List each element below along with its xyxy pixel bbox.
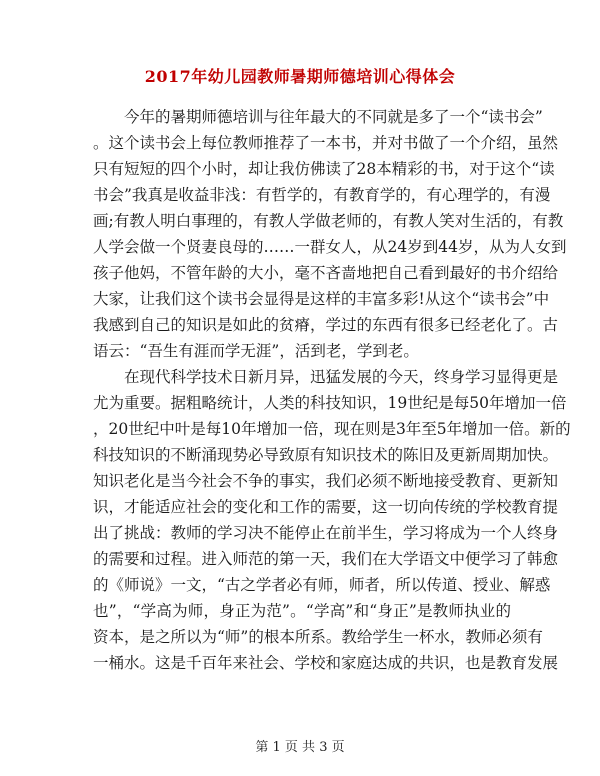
footer-label: 页 [331, 740, 345, 755]
paragraph-line: 科技知识的不断涌现势必导致原有知识技术的陈旧及更新周期加快。 [93, 446, 559, 464]
paragraph-line: 识，才能适应社会的变化和工作的需要，这一切向传统的学校教育提 [93, 498, 559, 516]
footer-label: 页 共 [284, 740, 316, 755]
paragraph-line: 的《师说》一文，“古之学者必有师，师者，所以传道、授业、解惑 [93, 576, 551, 594]
paragraph-line: 我感到自己的知识是如此的贫瘠，学过的东西有很多已经老化了。古 [93, 316, 559, 334]
paragraph-line: 人学会做一个贤妻良母的……一群女人，从24岁到44岁，从为人女到 [93, 238, 567, 256]
paragraph-line: 的需要和过程。进入师范的第一天，我们在大学语文中便学习了韩愈 [93, 550, 559, 568]
page-total: 3 [319, 740, 328, 755]
paragraph-line: 孩子他妈，不管年龄的大小，毫不吝啬地把自己看到最好的书介绍给 [93, 264, 559, 282]
page-number: 1 [272, 740, 281, 755]
footer-label: 第 [255, 740, 269, 755]
paragraph-line: 在现代科学技术日新月异，迅猛发展的今天，终身学习显得更是 [124, 368, 559, 386]
paragraph-line: 书会”我真是收益非浅：有哲学的，有教育学的，有心理学的，有漫 [93, 186, 551, 204]
paragraph-line: 大家，让我们这个读书会显得是这样的丰富多彩!从这个“读书会”中 [93, 290, 550, 308]
paragraph-line: 语云：“吾生有涯而学无涯”，活到老，学到老。 [93, 342, 419, 360]
paragraph-line: 资本，是之所以为“师”的根本所系。教给学生一杯水，教师必须有 [93, 628, 543, 646]
paragraph-line: 今年的暑期师德培训与往年最大的不同就是多了一个“读书会” [124, 108, 543, 126]
paragraph-line: 也”，“学高为师，身正为范”。“学高”和“身正”是教师执业的 [93, 602, 511, 620]
paragraph-line: 只有短短的四个小时，却让我仿佛读了28本精彩的书，对于这个“读 [93, 160, 555, 178]
paragraph-line: 画;有教人明白事理的，有教人学做老师的，有教人笑对生活的，有教 [93, 212, 564, 230]
paragraph-line: 一桶水。这是千百年来社会、学校和家庭达成的共识，也是教育发展 [93, 654, 559, 672]
paragraph-line: 尤为重要。据粗略统计，人类的科技知识，19世纪是每50年增加一倍 [93, 394, 567, 412]
page-footer [0, 736, 600, 755]
document-body [93, 104, 571, 676]
document-title: 2017年幼儿园教师暑期师德培训心得体会 [144, 67, 456, 86]
paragraph-line: 出了挑战：教师的学习决不能停止在前半生，学习将成为一个人终身 [93, 524, 559, 542]
paragraph [93, 104, 567, 364]
paragraph-line: 知识老化是当今社会不争的事实，我们必须不断地接受教育、更新知 [93, 472, 559, 490]
paragraph-line: ，20世纪中叶是每10年增加一倍，现在则是3年至5年增加一倍。新的 [93, 420, 571, 438]
paragraph [93, 364, 571, 676]
paragraph-line: 。这个读书会上每位教师推荐了一本书，并对书做了一个介绍，虽然 [93, 134, 559, 152]
